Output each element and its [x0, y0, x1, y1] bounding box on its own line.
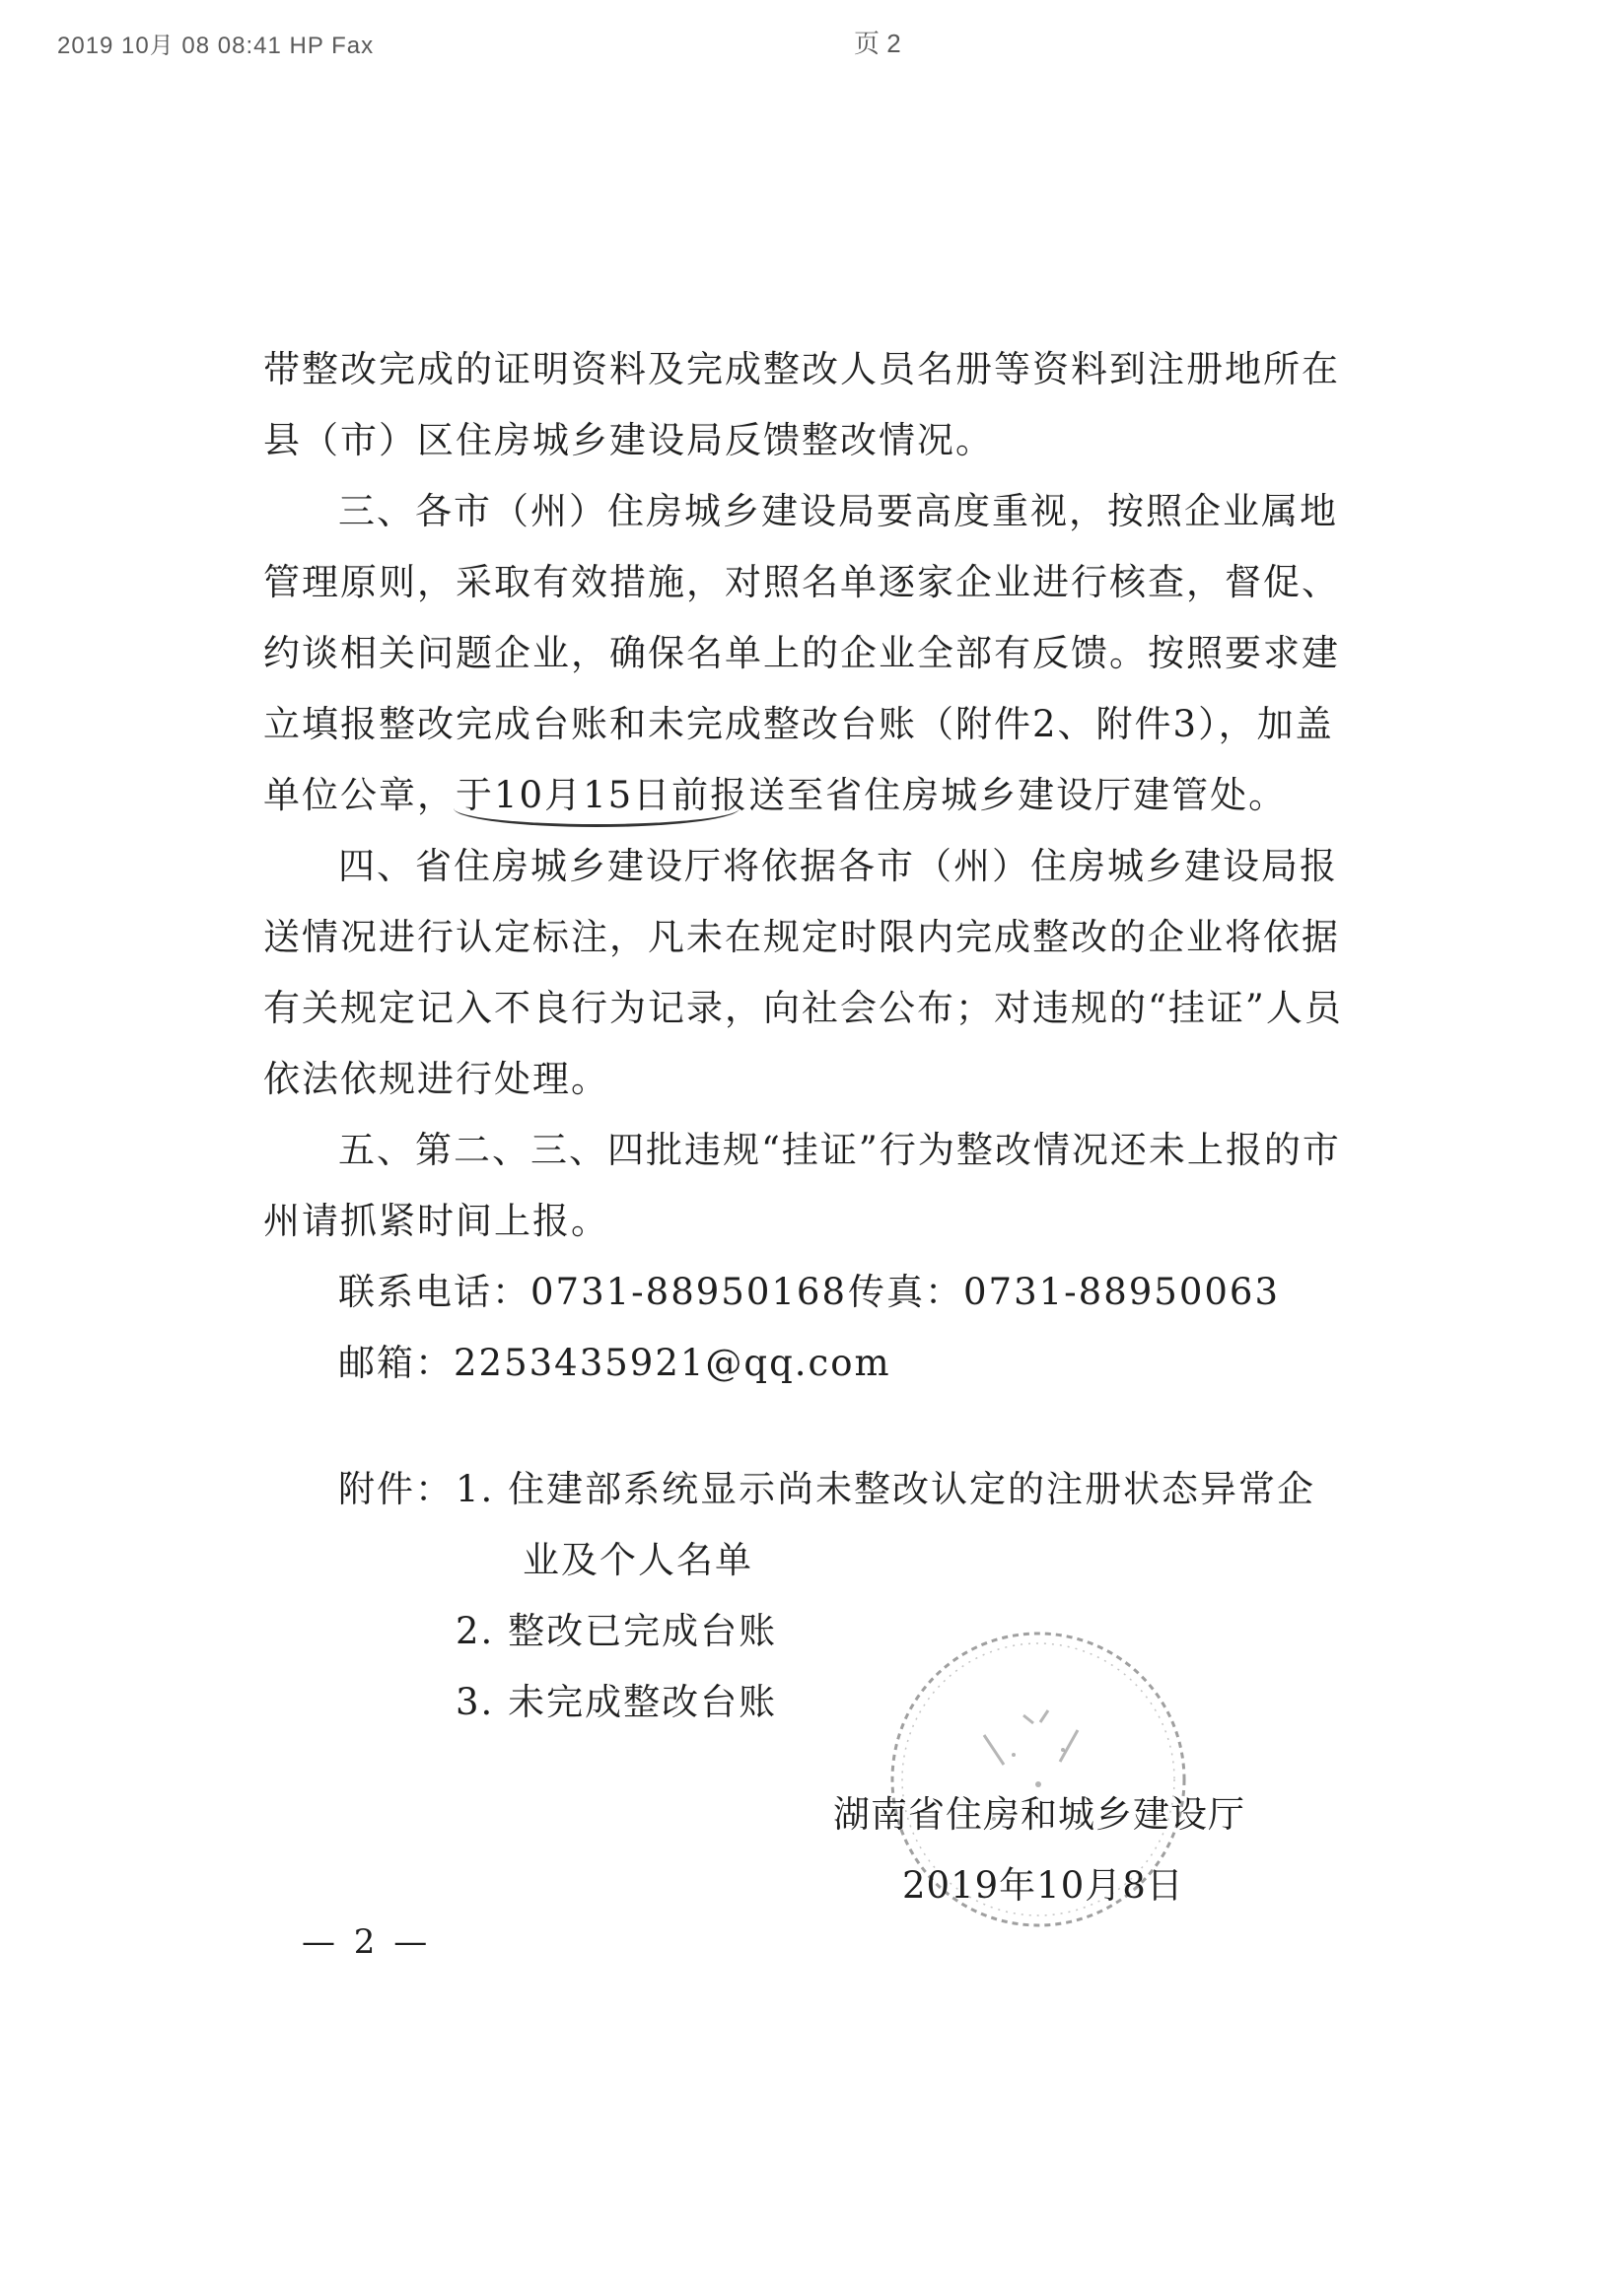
signature-organization: 湖南省住房和城乡建设厅 [833, 1793, 1245, 1836]
paragraph-3-line: 约谈相关问题企业，确保名单上的企业全部有反馈。按照要求建 [263, 632, 1340, 674]
paragraph-5-line: 五、第二、三、四批违规“挂证”行为整改情况还未上报的市 [338, 1129, 1341, 1171]
paragraph-4-line: 依法依规进行处理。 [263, 1058, 609, 1100]
page-number: — 2 — [302, 1922, 432, 1962]
paragraph-3-line-deadline: 单位公章，于10月15日前报送至省住房城乡建设厅建管处。 [263, 774, 1288, 816]
paragraph-4-line: 有关规定记入不良行为记录，向社会公布；对违规的“挂证”人员 [263, 987, 1343, 1029]
fax-page-label: 页 2 [854, 29, 901, 58]
attachment-item-1-continued: 业及个人名单 [523, 1539, 753, 1581]
signature-date: 2019年10月8日 [902, 1864, 1184, 1907]
contact-fax: 传真：0731-88950063 [848, 1271, 1280, 1313]
paragraph-4-line: 四、省住房城乡建设厅将依据各市（州）住房城乡建设局报 [338, 845, 1338, 887]
paragraph-3-line: 三、各市（州）住房城乡建设局要高度重视，按照企业属地 [338, 490, 1338, 532]
paragraph-line: 县（市）区住房城乡建设局反馈整改情况。 [263, 419, 994, 461]
attachments-label: 附件： [338, 1468, 454, 1510]
paragraph-3-line: 立填报整改完成台账和未完成整改台账（附件2、附件3），加盖 [263, 703, 1334, 745]
paragraph-4-line: 送情况进行认定标注，凡未在规定时限内完成整改的企业将依据 [263, 916, 1340, 958]
contact-phone: 联系电话：0731-88950168 [338, 1271, 847, 1313]
contact-email: 邮箱：2253435921@qq.com [338, 1342, 891, 1384]
fax-timestamp: 2019 10月 08 08:41 HP Fax [57, 33, 375, 59]
attachment-item-2: 2. 整改已完成台账 [456, 1610, 778, 1652]
attachment-item-3: 3. 未完成整改台账 [456, 1681, 778, 1723]
attachment-item-1: 1. 住建部系统显示尚未整改认定的注册状态异常企 [456, 1468, 1316, 1510]
paragraph-3-line: 管理原则，采取有效措施，对照名单逐家企业进行核查，督促、 [263, 561, 1340, 603]
handwritten-underline-mark [454, 804, 740, 827]
paragraph-5-line: 州请抓紧时间上报。 [263, 1200, 609, 1242]
paragraph-line: 带整改完成的证明资料及完成整改人员名册等资料到注册地所在 [263, 348, 1340, 390]
